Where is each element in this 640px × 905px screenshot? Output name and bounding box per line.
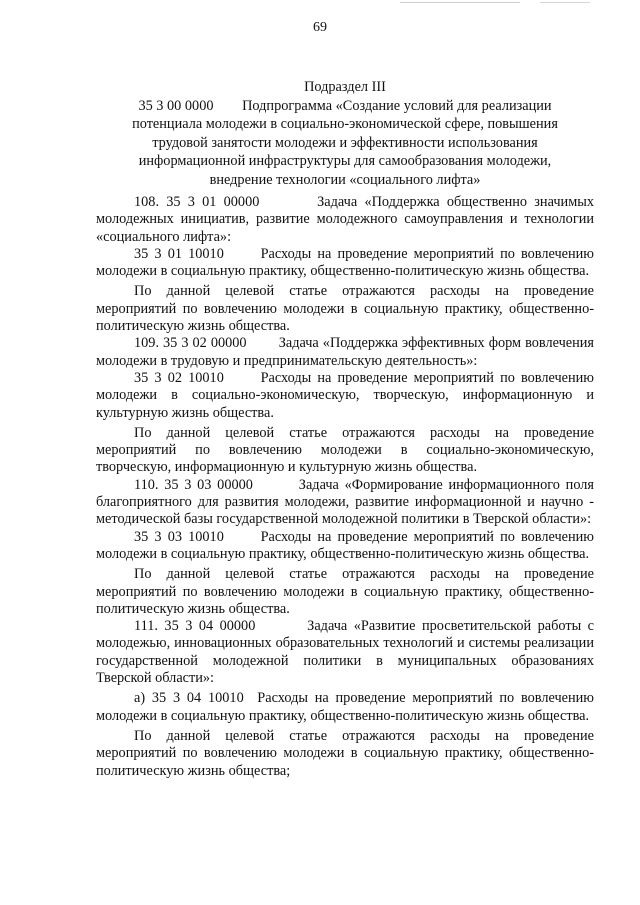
subsection-title: Подраздел III [304, 79, 386, 95]
task-paragraph: 111. 35 3 04 00000 Задача «Развитие просветительской работы с молодежью, инновационных образовательных технологий и системы реализации государственной молодежной политики в муниципальных образованиях Тверской области»: [96, 618, 598, 687]
scan-artifact [540, 2, 590, 3]
subprogram-title-line: информационной инфраструктуры для самообразования молодежи, [138, 153, 552, 170]
subprogram-title-line: трудовой занятости молодежи и эффективности использования [152, 134, 538, 151]
section-header [96, 78, 594, 190]
subprogram-title-line: потенциала молодежи в социально-экономической сфере, повышения [132, 116, 558, 133]
document-body [96, 194, 598, 780]
task-paragraph: 109. 35 3 02 00000 Задача «Поддержка эффективных форм вовлечения молодежи в трудовую и предпринимательскую деятельность»: [96, 335, 598, 369]
subprogram-title-line: 35 3 00 0000 Подпрограмма «Создание условий для реализации [138, 97, 552, 114]
scan-artifact [400, 2, 520, 3]
task-paragraph: 110. 35 3 03 00000 Задача «Формирование информационного поля благоприятного для развития молодежи, развитие информационной и научно - методической базы государственной молодежной политики в Тверской области»: [96, 476, 598, 528]
description-paragraph: По данной целевой статье отражаются расходы на проведение мероприятий по вовлечению молодежи в социальную практику, общественно-политическую жизнь общества. [96, 283, 594, 335]
expense-paragraph: а) 35 3 04 10010 Расходы на проведение мероприятий по вовлечению молодежи в социальную практику, общественно-политическую жизнь общества. [96, 690, 598, 724]
description-paragraph: По данной целевой статье отражаются расходы на проведение мероприятий по вовлечению молодежи в социальную практику, общественно-политическую жизнь общества; [96, 727, 594, 779]
expense-paragraph: 35 3 01 10010 Расходы на проведение мероприятий по вовлечению молодежи в социальную практику, общественно-политическую жизнь общества. [96, 245, 598, 280]
page-number: 69 [313, 20, 327, 35]
subprogram-title-line: внедрение технологии «социального лифта» [209, 171, 481, 188]
description-paragraph: По данной целевой статье отражаются расходы на проведение мероприятий по вовлечению молодежи в социальную практику, общественно-политическую жизнь общества. [96, 566, 594, 617]
description-paragraph: По данной целевой статье отражаются расходы на проведение мероприятий по вовлечению молодежи в социально-экономическую, творческую, информационную и культурную жизнь общества. [96, 424, 594, 476]
expense-paragraph: 35 3 03 10010 Расходы на проведение мероприятий по вовлечению молодежи в социальную практику, общественно-политическую жизнь общества. [96, 528, 598, 562]
task-paragraph: 108. 35 3 01 00000 Задача «Поддержка общественно значимых молодежных инициатив, развитие молодежного самоуправления и технологии «социального лифта»: [96, 194, 598, 245]
expense-paragraph: 35 3 02 10010 Расходы на проведение мероприятий по вовлечению молодежи в социально-экономическую, творческую, информационную и культурную жизнь общества. [96, 369, 598, 421]
